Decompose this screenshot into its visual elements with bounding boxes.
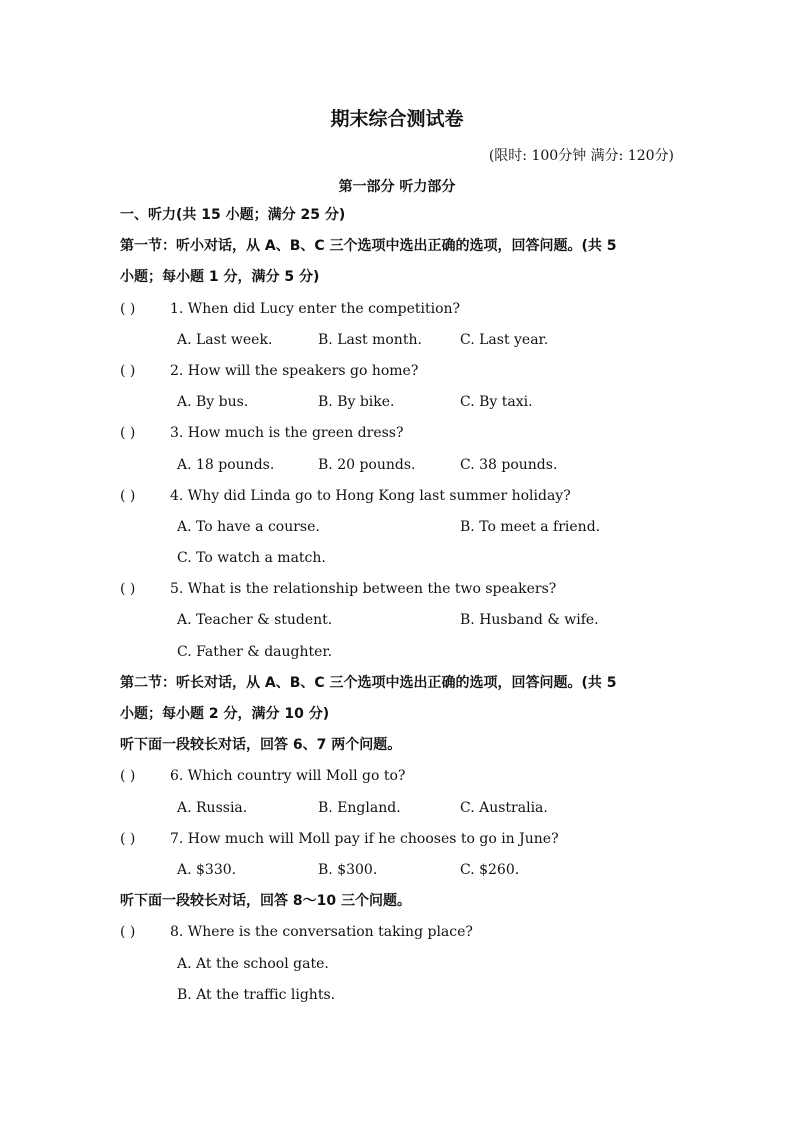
question-4: [120, 481, 676, 512]
option-c: C. By taxi.: [460, 394, 533, 411]
answer-blank[interactable]: ( ): [120, 362, 136, 379]
option-b: B. At the traffic lights.: [177, 986, 336, 1003]
option-b: B. 20 pounds.: [318, 456, 416, 473]
answer-blank[interactable]: ( ): [120, 924, 136, 941]
question-text: 6. Which country will Moll go to?: [170, 768, 406, 785]
question-text: 4. Why did Linda go to Hong Kong last summer holiday?: [170, 487, 571, 504]
question-5-options: [120, 605, 676, 636]
section2-instruction-line2: 小题；每小题 2 分，满分 10 分): [120, 706, 330, 722]
question-8-option-a-row: [120, 949, 676, 980]
option-b: B. To meet a friend.: [460, 518, 601, 535]
question-3-options: [120, 450, 676, 481]
question-text: 7. How much will Moll pay if he chooses to go in June?: [170, 830, 559, 847]
option-a: A. Russia.: [177, 799, 248, 816]
page-title: 期末综合测试卷: [330, 108, 464, 130]
question-text: 3. How much is the green dress?: [170, 425, 404, 442]
exam-body: [120, 200, 676, 1011]
question-1-options: [120, 325, 676, 356]
option-b: B. Husband & wife.: [460, 612, 599, 629]
option-b: B. $300.: [318, 861, 378, 878]
question-text: 2. How will the speakers go home?: [170, 362, 419, 379]
option-a: A. By bus.: [177, 394, 249, 411]
option-c: C. Australia.: [460, 799, 548, 816]
question-2: [120, 356, 676, 387]
answer-blank[interactable]: ( ): [120, 768, 136, 785]
dialogue-instruction-8-10: 听下面一段较长对话，回答 8～10 三个问题。: [120, 893, 411, 910]
section1-instruction-line2: 小题；每小题 1 分，满分 5 分): [120, 269, 320, 286]
question-text: 8. Where is the conversation taking place?: [170, 924, 473, 941]
option-a: A. $330.: [177, 861, 237, 878]
question-text: 1. When did Lucy enter the competition?: [170, 300, 461, 317]
question-7: [120, 824, 676, 855]
question-8-option-b-row: [120, 980, 676, 1011]
option-b: B. England.: [318, 799, 401, 816]
question-4-options-row2: [120, 543, 676, 574]
answer-blank[interactable]: ( ): [120, 581, 136, 598]
option-a: A. At the school gate.: [177, 955, 329, 972]
question-5: [120, 574, 676, 605]
option-a: A. 18 pounds.: [177, 456, 275, 473]
option-a: A. Last week.: [177, 331, 273, 348]
dialogue-instruction-6-7: 听下面一段较长对话，回答 6、7 两个问题。: [120, 737, 402, 754]
option-c: C. $260.: [460, 861, 520, 878]
section-header: 一、听力(共 15 小题；满分 25 分): [120, 207, 346, 223]
question-text: 5. What is the relationship between the two speakers?: [170, 581, 557, 598]
answer-blank[interactable]: ( ): [120, 830, 136, 847]
time-limit: (限时: 100分钟 满分: 120分): [488, 148, 674, 164]
question-8: [120, 917, 676, 948]
question-6: [120, 761, 676, 792]
answer-blank[interactable]: ( ): [120, 425, 136, 442]
question-4-options: [120, 512, 676, 543]
option-c: C. Father & daughter.: [177, 643, 333, 660]
option-b: B. By bike.: [318, 394, 395, 411]
part-heading: 第一部分 听力部分: [338, 179, 456, 195]
question-2-options: [120, 387, 676, 418]
section1-instruction-line1: 第一节：听小对话，从 A、B、C 三个选项中选出正确的选项，回答问题。(共 5: [120, 238, 617, 255]
option-b: B. Last month.: [318, 331, 422, 348]
option-a: A. Teacher & student.: [177, 612, 333, 629]
section2-instruction-line1: 第二节：听长对话，从 A、B、C 三个选项中选出正确的选项，回答问题。(共 5: [120, 674, 617, 691]
option-a: A. To have a course.: [177, 518, 320, 535]
answer-blank[interactable]: ( ): [120, 300, 136, 317]
question-3: [120, 418, 676, 449]
question-1: [120, 294, 676, 325]
option-c: C. To watch a match.: [177, 550, 326, 567]
option-c: C. 38 pounds.: [460, 456, 558, 473]
question-7-options: [120, 855, 676, 886]
answer-blank[interactable]: ( ): [120, 487, 136, 504]
question-5-options-row2: [120, 637, 676, 668]
question-6-options: [120, 793, 676, 824]
option-c: C. Last year.: [460, 331, 549, 348]
